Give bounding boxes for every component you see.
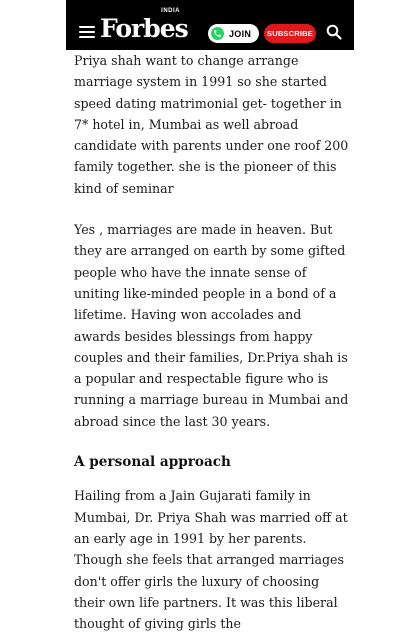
whatsapp-icon [211, 27, 224, 40]
section-heading: A personal approach [74, 454, 231, 471]
subscribe-label: SUBSCRIBE [267, 29, 313, 38]
search-icon[interactable] [326, 24, 342, 40]
forbes-logo[interactable] [100, 8, 188, 44]
menu-icon[interactable] [79, 26, 95, 38]
article-paragraph: Yes , marriages are made in heaven. But they are arranged on earth by some gifted people who have the innate sense of uniting like-minded people in a bond of a lifetime. Having won accolades and awards besides blessings from happy couples and their families, Dr.Priya shah is a popular and respectable figure who is running a marriage bureau in Mumbai and abroad since the last 30 years. [74, 222, 349, 429]
top-navigation-bar [66, 0, 354, 50]
article-paragraph: Hailing from a Jain Gujarati family in Mumbai, Dr. Priya Shah was married off at an early age in 1991 by her parents. Though she feels that arranged marriages don't offer girls the luxury of choosing their own life partners. It was this liberal thought of giving girls the [74, 488, 348, 632]
article-body [74, 50, 350, 634]
subscribe-button[interactable] [264, 24, 316, 43]
join-label: JOIN [229, 28, 252, 39]
join-whatsapp-button[interactable] [208, 24, 259, 43]
logo-edition: INDIA [161, 8, 180, 14]
article-paragraph: Priya shah want to change arrange marriage system in 1991 so she started speed dating matrimonial get- together in 7* hotel in, Mumbai as well abroad candidate with parents under one roof 200 family together. she is the pioneer of this kind of seminar [74, 53, 349, 196]
logo-text: Forbes [100, 14, 188, 43]
